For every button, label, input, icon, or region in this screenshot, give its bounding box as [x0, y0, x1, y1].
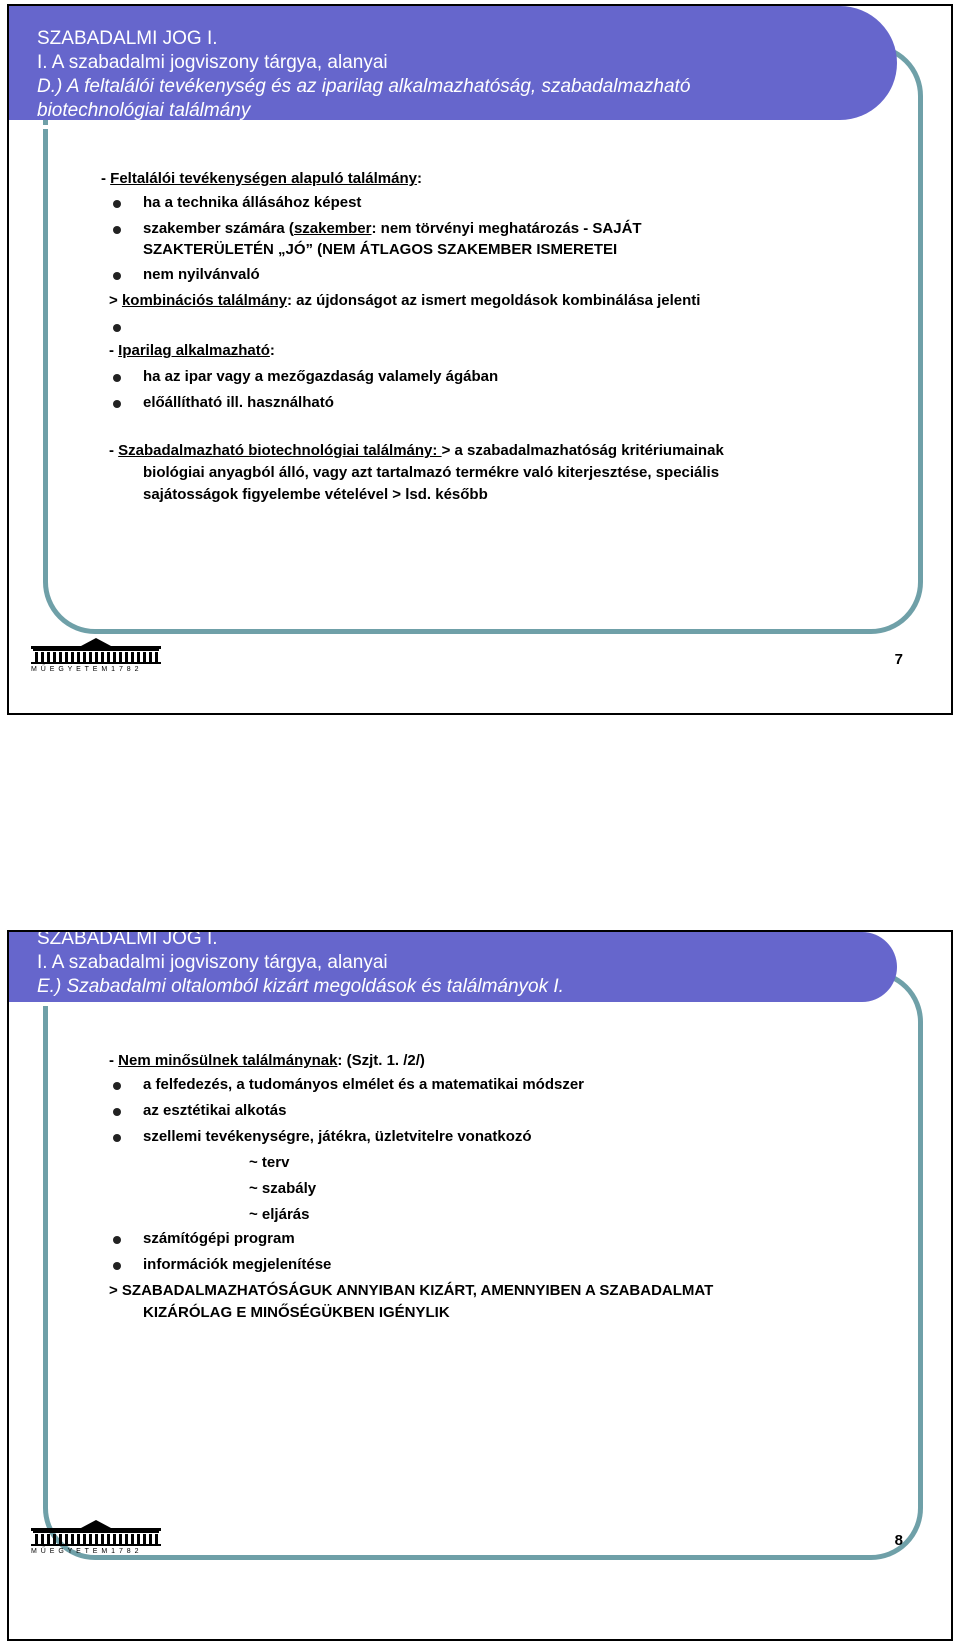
body-line: sajátosságok figyelembe vételével > lsd. később	[143, 486, 488, 503]
bullet-icon	[113, 1236, 121, 1244]
body-line: ha a technika állásához képest	[143, 194, 362, 211]
bullet-icon	[113, 1134, 121, 1142]
bullet-icon	[113, 272, 121, 280]
bullet-icon	[113, 400, 121, 408]
header-topic-line1: D.) A feltalálói tevékenység és az iparilag alkalmazhatóság, szabadalmazható	[37, 76, 691, 97]
header-title: SZABADALMI JOG I.	[37, 28, 218, 49]
body-line: ~ eljárás	[249, 1206, 310, 1223]
bullet-icon	[113, 226, 121, 234]
bullet-icon	[113, 324, 121, 332]
header-subtitle: I. A szabadalmi jogviszony tárgya, alanyai	[37, 952, 388, 973]
header-rule	[37, 125, 867, 129]
body-line: szakember számára (szakember: nem törvényi meghatározás - SAJÁT	[143, 220, 642, 237]
slide-8	[7, 930, 953, 1641]
bullet-icon	[113, 200, 121, 208]
bullet-icon	[113, 1262, 121, 1270]
bullet-icon	[113, 1082, 121, 1090]
body-line: ha az ipar vagy a mezőgazdaság valamely ágában	[143, 368, 499, 385]
bullet-icon	[113, 374, 121, 382]
slide-7	[7, 4, 953, 715]
body-line: ~ terv	[249, 1154, 290, 1171]
slide-frame	[43, 44, 923, 634]
body-line: - Szabadalmazható biotechnológiai találmány: > a szabadalmazhatóság kritériumainak	[109, 442, 724, 459]
logo-text: M Ű E G Y E T E M 1 7 8 2	[31, 666, 140, 673]
body-line: nem nyilvánvaló	[143, 266, 260, 283]
body-line: > kombinációs találmány: az újdonságot az ismert megoldások kombinálása jelenti	[109, 292, 701, 309]
body-line: SZAKTERÜLETÉN „JÓ” (NEM ÁTLAGOS SZAKEMBER ISMERETEI	[143, 241, 618, 258]
header-topic-line2: biotechnológiai találmány	[37, 100, 251, 121]
body-line: előállítható ill. használható	[143, 394, 334, 411]
page-number: 7	[894, 651, 903, 668]
body-line: számítógépi program	[143, 1230, 295, 1247]
header-rule	[37, 1002, 867, 1006]
body-line: biológiai anyagból álló, vagy azt tartalmazó termékre való kiterjesztése, speciális	[143, 464, 720, 481]
body-line: a felfedezés, a tudományos elmélet és a matematikai módszer	[143, 1076, 585, 1093]
body-line: - Nem minősülnek találmánynak: (Szjt. 1. /2/)	[109, 1052, 425, 1069]
header-title: SZABADALMI JOG I.	[37, 930, 218, 949]
body-line: > SZABADALMAZHATÓSÁGUK ANNYIBAN KIZÁRT, AMENNYIBEN A SZABADALMAT	[109, 1282, 714, 1299]
body-line: az esztétikai alkotás	[143, 1102, 287, 1119]
body-line: - Feltalálói tevékenységen alapuló találmány:	[101, 170, 422, 187]
header-topic-line1: E.) Szabadalmi oltalomból kizárt megoldások és találmányok I.	[37, 976, 564, 997]
body-line: információk megjelenítése	[143, 1256, 332, 1273]
bullet-icon	[113, 1108, 121, 1116]
body-line: szellemi tevékenységre, játékra, üzletvitelre vonatkozó	[143, 1128, 532, 1145]
body-line: ~ szabály	[249, 1180, 317, 1197]
body-line: - Iparilag alkalmazható:	[109, 342, 275, 359]
body-line: KIZÁRÓLAG E MINŐSÉGÜKBEN IGÉNYLIK	[143, 1304, 450, 1321]
header-subtitle: I. A szabadalmi jogviszony tárgya, alanyai	[37, 52, 388, 73]
logo-text: M Ű E G Y E T E M 1 7 8 2	[31, 1548, 140, 1555]
page-number: 8	[894, 1532, 903, 1549]
